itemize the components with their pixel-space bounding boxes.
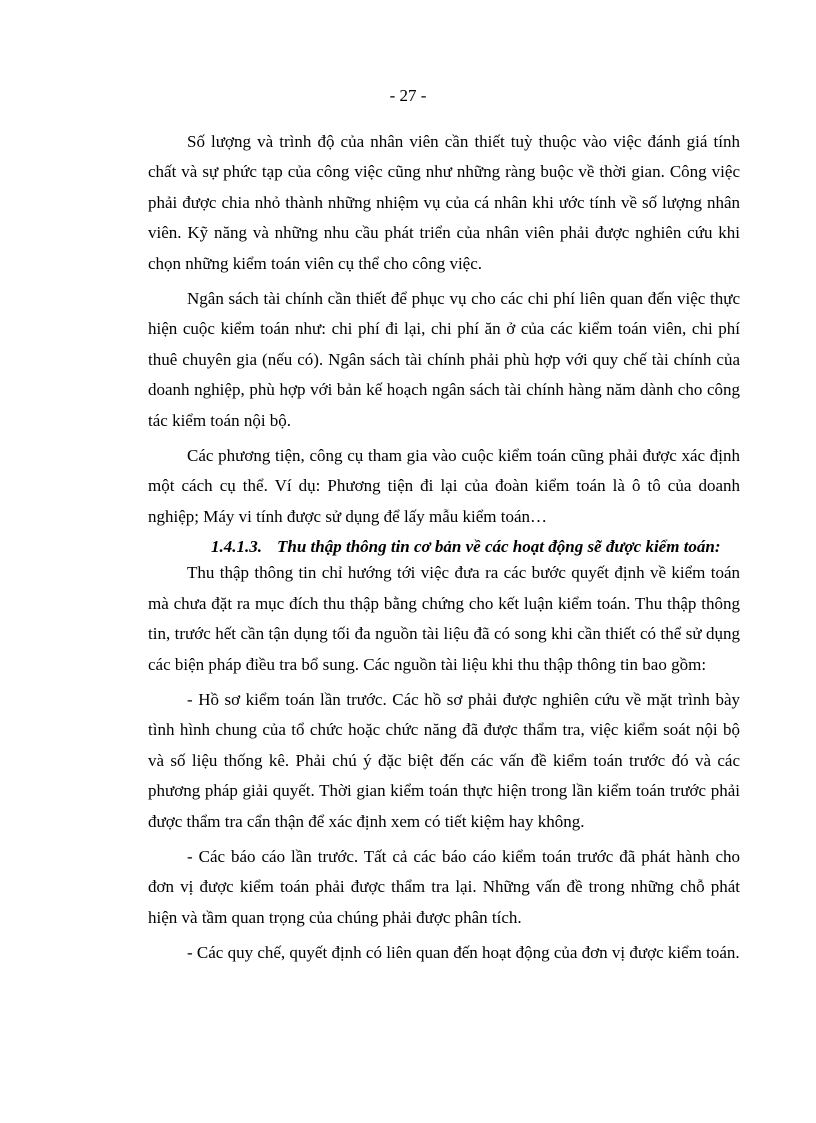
list-item-previous-audit-files: - Hồ sơ kiểm toán lần trước. Các hồ sơ phải được nghiên cứu về mặt trình bày tình hình chung của tổ chức hoặc chức năng đã được thẩm tra, việc kiểm soát nội bộ và số liệu thống kê. Phải chú ý đặc biệt đến các vấn đề kiểm toán trước đó và các phương pháp giải quyết. Thời gian kiểm toán thực hiện trong lần kiểm toán trước phải được thẩm tra cẩn thận để xác định xem có tiết kiệm hay không. [148,689,740,831]
paragraph-staffing: Số lượng và trình độ của nhân viên cần thiết tuỳ thuộc vào việc đánh giá tính chất và sự phức tạp của công việc cũng như những ràng buộc về thời gian. Công việc phải được chia nhỏ thành những nhiệm vụ của cá nhân khi ước tính về số lượng nhân viên. Kỹ năng và những nhu cầu phát triển của nhân viên phải được nghiên cứu khi chọn những kiểm toán viên cụ thể cho công việc. [148,132,740,273]
document-body [148,127,740,974]
paragraph-budget: Ngân sách tài chính cần thiết để phục vụ cho các chi phí liên quan đến việc thực hiện cuộc kiểm toán như: chi phí đi lại, chi phí ăn ở của các kiểm toán viên, chi phí thuê chuyên gia (nếu có). Ngân sách tài chính phải phù hợp với quy chế tài chính của doanh nghiệp, phù hợp với bản kế hoạch ngân sách tài chính hàng năm dành cho công tác kiểm toán nội bộ. [148,289,740,430]
list-item-regulations: - Các quy chế, quyết định có liên quan đến hoạt động của đơn vị được kiểm toán. [187,943,740,963]
section-heading-title: Thu thập thông tin cơ bản về các hoạt động sẽ được kiểm toán: [277,537,721,557]
list-item-previous-reports: - Các báo cáo lần trước. Tất cả các báo cáo kiểm toán trước đã phát hành cho đơn vị được kiểm toán phải được thẩm tra lại. Những vấn đề trong những chỗ phát hiện và tầm quan trọng của chúng phải được phân tích. [148,846,740,927]
page-number: - 27 - [389,86,427,105]
section-heading-number: 1.4.1.3. [211,537,262,557]
paragraph-information-gathering: Thu thập thông tin chỉ hướng tới việc đưa ra các bước quyết định về kiểm toán mà chưa đặt ra mục đích thu thập bằng chứng cho kết luận kiểm toán. Thu thập thông tin, trước hết cần tận dụng tối đa nguồn tài liệu đã có song khi cần thiết có thể sử dụng các biện pháp điều tra bổ sung. Các nguồn tài liệu khi thu thập thông tin bao gồm: [148,563,740,674]
section-heading [148,537,740,556]
paragraph-equipment: Các phương tiện, công cụ tham gia vào cuộc kiểm toán cũng phải được xác định một cách cụ thể. Ví dụ: Phương tiện đi lại của đoàn kiểm toán là ô tô của doanh nghiệp; Máy vi tính được sử dụng để lấy mẫu kiểm toán… [148,446,740,526]
